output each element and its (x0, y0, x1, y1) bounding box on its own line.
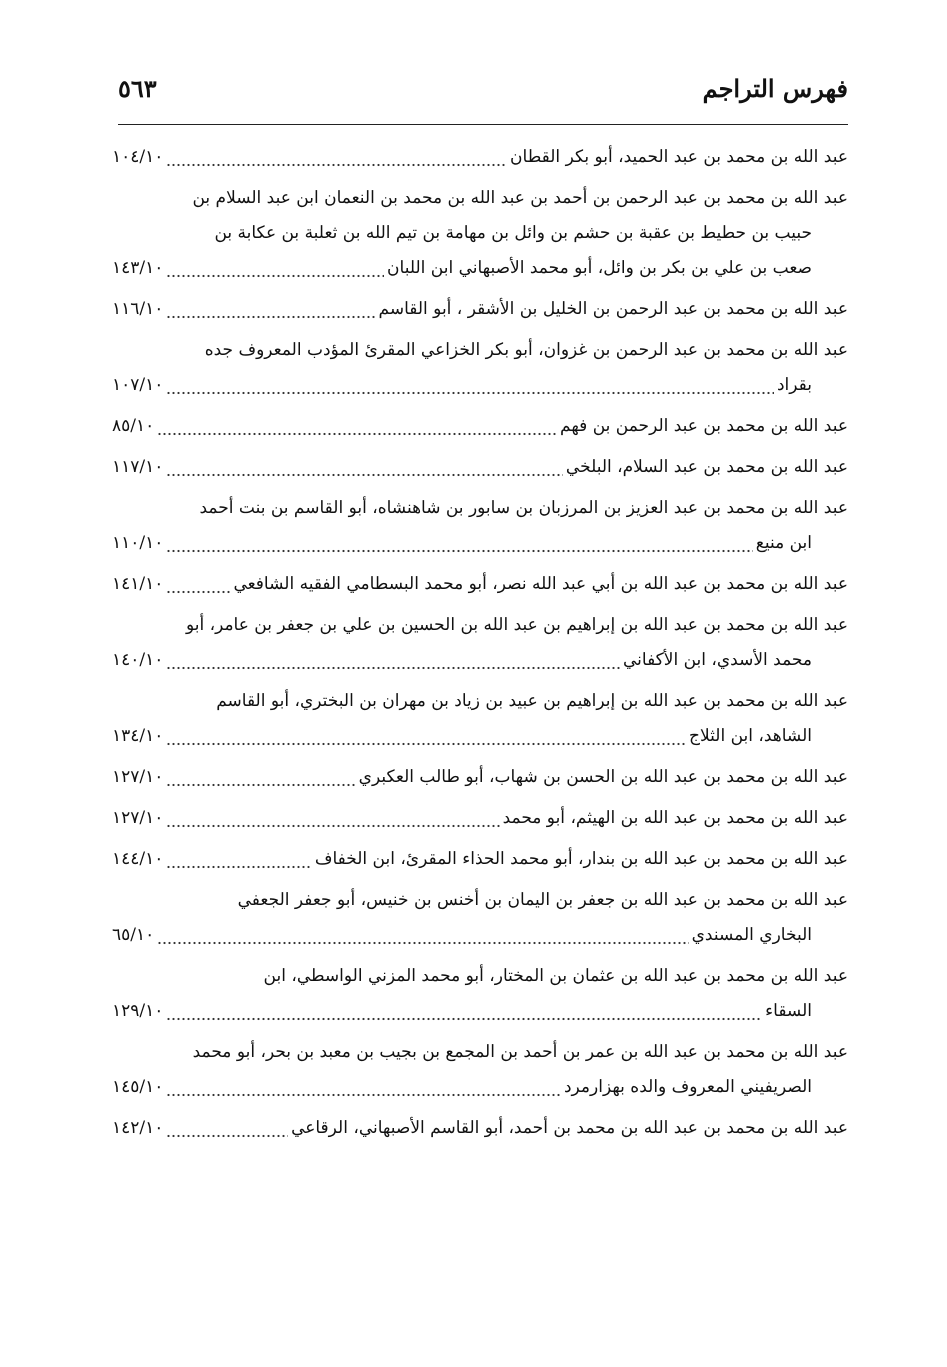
entry-text: الشاهد، ابن الثلاج (689, 726, 812, 746)
entry-page-ref: ١١٠/١٠ (112, 533, 164, 553)
entry-line (112, 760, 848, 795)
entry-line (112, 292, 848, 327)
dot-leader (166, 842, 311, 877)
entry-line (112, 1035, 848, 1070)
entry-page-ref: ١٤٠/١٠ (112, 650, 164, 670)
entry-text: عبد الله بن محمد بن عبد الله بن إبراهيم بن عبيد بن زياد بن مهران بن البختري، أبو القاسم (216, 691, 848, 711)
entry-text: عبد الله بن محمد بن عبد الله بن إبراهيم بن عبد الله بن الحسين بن علي بن جعفر بن عامر، أبو (185, 615, 848, 635)
entry-line (112, 251, 848, 286)
page-title: فهرس التراجم (702, 74, 848, 103)
entry-page-ref: ١٤٣/١٠ (112, 258, 164, 278)
entry-line (112, 842, 848, 877)
entry-text: عبد الله بن محمد بن عبد الله بن الحسن بن شهاب، أبو طالب العكبري (358, 767, 848, 787)
entry-text: عبد الله بن محمد بن عبد الله بن بندار، أبو محمد الحذاء المقرئ، ابن الخفاف (314, 849, 848, 869)
entry-line (112, 684, 848, 719)
entry-line (112, 409, 848, 444)
dot-leader (166, 450, 563, 485)
entry-page-ref: ١٤٢/١٠ (112, 1118, 164, 1138)
entry-line (112, 333, 848, 368)
entry-page-ref: ١٠٧/١٠ (112, 375, 164, 395)
index-entry (112, 684, 848, 754)
entry-line (112, 450, 848, 485)
index-entry (112, 409, 848, 444)
entry-line (112, 643, 848, 678)
entry-text: عبد الله بن محمد بن عبد الله بن أبي عبد الله نصر، أبو محمد البسطامي الفقيه الشافعي (233, 574, 848, 594)
entry-text: عبد الله بن محمد بن عبد الله بن محمد بن أحمد، أبو القاسم الأصبهاني، الرقاعي (291, 1118, 848, 1138)
entry-line (112, 216, 848, 251)
entry-line (112, 959, 848, 994)
index-entry (112, 760, 848, 795)
index-entry (112, 883, 848, 953)
dot-leader (166, 567, 230, 602)
entry-line (112, 368, 848, 403)
entry-line (112, 608, 848, 643)
index-entry (112, 1111, 848, 1146)
index-entry (112, 567, 848, 602)
entry-page-ref: ١٢٩/١٠ (112, 1001, 164, 1021)
index-entry (112, 608, 848, 678)
entry-text: ابن منيع (755, 533, 812, 553)
entry-page-ref: ١٠٤/١٠ (112, 147, 164, 167)
dot-leader (166, 994, 762, 1029)
entry-text: بقراد (776, 375, 812, 395)
entry-page-ref: ٨٥/١٠ (112, 416, 155, 436)
dot-leader (166, 1070, 561, 1105)
index-entry (112, 140, 848, 175)
index-entries (112, 140, 848, 1152)
entry-line (112, 883, 848, 918)
entry-text: صعب بن علي بن بكر بن وائل، أبو محمد الأصبهاني ابن اللبان (387, 258, 812, 278)
dot-leader (166, 643, 620, 678)
dot-leader (166, 760, 355, 795)
entry-line (112, 1111, 848, 1146)
dot-leader (166, 292, 375, 327)
dot-leader (166, 801, 499, 836)
entry-text: عبد الله بن محمد بن عبد الله بن عثمان بن المختار، أبو محمد المزني الواسطي، ابن (263, 966, 848, 986)
entry-page-ref: ١٤٤/١٠ (112, 849, 164, 869)
entry-page-ref: ١٤١/١٠ (112, 574, 164, 594)
dot-leader (157, 918, 688, 953)
entry-page-ref: ١١٧/١٠ (112, 457, 164, 477)
entry-text: عبد الله بن محمد بن عبد الرحمن بن فهم (560, 416, 848, 436)
entry-line (112, 526, 848, 561)
entry-page-ref: ١٢٧/١٠ (112, 808, 164, 828)
index-entry (112, 1035, 848, 1105)
dot-leader (166, 526, 752, 561)
index-entry (112, 959, 848, 1029)
entry-text: عبد الله بن محمد بن عبد الحميد، أبو بكر القطان (510, 147, 848, 167)
entry-line (112, 918, 848, 953)
dot-leader (166, 140, 507, 175)
entry-line (112, 1070, 848, 1105)
entry-text: عبد الله بن محمد بن عبد الرحمن بن الخليل بن الأشقر ، أبو القاسم (378, 299, 848, 319)
entry-text: عبد الله بن محمد بن عبد الله بن جعفر بن اليمان بن أخنس بن خنيس، أبو جعفر الجعفي (237, 890, 848, 910)
entry-page-ref: ١٢٧/١٠ (112, 767, 164, 787)
dot-leader (166, 719, 686, 754)
index-entry (112, 801, 848, 836)
entry-page-ref: ١١٦/١٠ (112, 299, 164, 319)
index-entry (112, 181, 848, 286)
entry-text: البخاري المسندي (691, 925, 812, 945)
entry-page-ref: ١٣٤/١٠ (112, 726, 164, 746)
entry-text: عبد الله بن محمد بن عبد الله بن عمر بن أحمد بن المجمع بن بجيب بن معبد بن بحر، أبو محمد (192, 1042, 848, 1062)
entry-line (112, 491, 848, 526)
entry-line (112, 719, 848, 754)
entry-page-ref: ١٤٥/١٠ (112, 1077, 164, 1097)
header-rule (118, 124, 848, 125)
index-entry (112, 491, 848, 561)
dot-leader (157, 409, 557, 444)
entry-page-ref: ٦٥/١٠ (112, 925, 155, 945)
entry-line (112, 801, 848, 836)
entry-text: السقاء (765, 1001, 812, 1021)
index-entry (112, 292, 848, 327)
dot-leader (166, 1111, 288, 1146)
dot-leader (166, 368, 774, 403)
entry-text: عبد الله بن محمد بن عبد العزيز بن المرزبان بن سابور بن شاهنشاه، أبو القاسم بن بنت أحمد (199, 498, 848, 518)
entry-text: عبد الله بن محمد بن عبد السلام، البلخي (565, 457, 848, 477)
index-entry (112, 333, 848, 403)
entry-line (112, 994, 848, 1029)
entry-text: عبد الله بن محمد بن عبد الرحمن بن أحمد بن عبد الله بن محمد بن النعمان ابن عبد السلام بن (192, 188, 848, 208)
entry-line (112, 567, 848, 602)
entry-text: محمد الأسدي، ابن الأكفاني (622, 650, 812, 670)
entry-text: عبد الله بن محمد بن عبد الله بن الهيثم، أبو محمد (502, 808, 848, 828)
index-entry (112, 842, 848, 877)
entry-text: عبد الله بن محمد بن عبد الرحمن بن غزوان، أبو بكر الخزاعي المقرئ المؤدب المعروف جده (204, 340, 848, 360)
entry-line (112, 140, 848, 175)
page-header (118, 70, 848, 114)
entry-text: الصريفيني المعروف والده بهزارمرد (563, 1077, 812, 1097)
dot-leader (166, 251, 384, 286)
entry-text: حبيب بن حطيط بن عقبة بن حشم بن وائل بن مهامة بن تيم الله بن ثعلبة بن عكابة بن (214, 223, 812, 243)
entry-line (112, 181, 848, 216)
index-entry (112, 450, 848, 485)
page-number: ٥٦٣ (118, 74, 157, 103)
